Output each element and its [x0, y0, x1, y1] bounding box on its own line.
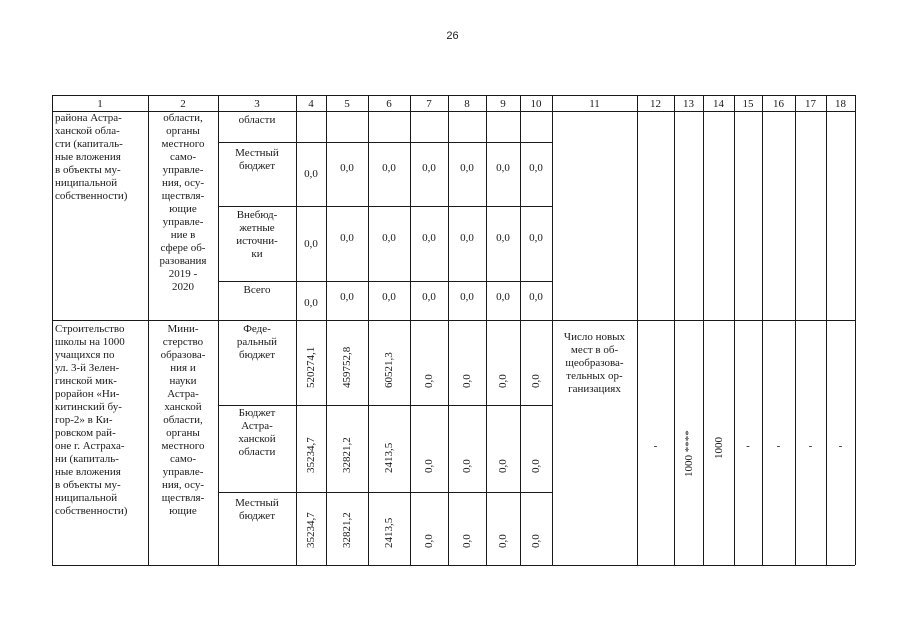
value-cell: 0,0 [382, 232, 396, 244]
value-cell: 0,0 [460, 291, 474, 303]
target-value: - [808, 440, 813, 452]
column-divider [795, 95, 796, 565]
value-cell: 0,0 [461, 459, 473, 473]
project-name: Строительство школы на 1000 учащихся по ул. 3-й Зелен- гинской мик- рорайон «Ни- китинский бу- гор-2» в Ки- ровском рай- оне г. Астраха- ни (капиталь- ные вложения в объекты му- ниципальной собственности) [55, 323, 128, 517]
funding-source-label: Местный бюджет [235, 497, 279, 522]
value-cell: 0,0 [461, 374, 473, 388]
value-cell: 60521,3 [383, 352, 395, 388]
column-number: 5 [344, 98, 350, 110]
value-cell: 2413,5 [383, 442, 395, 473]
column-number: 9 [500, 98, 506, 110]
value-cell: 0,0 [382, 291, 396, 303]
value-cell: 0,0 [304, 168, 318, 180]
column-number: 10 [530, 98, 542, 110]
value-cell: 0,0 [529, 232, 543, 244]
column-number: 12 [650, 98, 661, 110]
responsible-body: Мини- стерство образова- ния и науки Астра- ханской области, органы местного само- управле- ния, осу- ществля- ющие [160, 323, 206, 517]
value-cell: 0,0 [340, 232, 354, 244]
sub-row-divider [218, 142, 552, 143]
value-cell: 0,0 [496, 162, 510, 174]
value-cell: 520274,1 [305, 346, 317, 388]
column-number: 6 [386, 98, 392, 110]
column-number: 11 [589, 98, 600, 110]
column-number: 15 [742, 98, 754, 110]
value-cell: 35234,7 [305, 437, 317, 473]
column-number: 13 [683, 98, 694, 110]
column-divider [52, 95, 53, 565]
funding-source-label: Всего [243, 284, 271, 296]
value-cell: 0,0 [304, 238, 318, 250]
column-divider [674, 95, 675, 565]
funding-source-label: Бюджет Астра- ханской области [238, 407, 276, 458]
column-divider [762, 95, 763, 565]
funding-source-label: Внебюд- жетные источни- ки [236, 209, 278, 260]
sub-row-divider [218, 281, 552, 282]
value-cell: 0,0 [497, 374, 509, 388]
funding-source-label: Местный бюджет [235, 147, 279, 172]
page-number: 26 [446, 30, 459, 42]
column-divider [826, 95, 827, 565]
value-cell: 0,0 [422, 291, 436, 303]
target-value: - [776, 440, 781, 452]
value-cell: 0,0 [460, 162, 474, 174]
value-cell: 32821,2 [341, 512, 353, 548]
column-number: 14 [713, 98, 724, 110]
value-cell: 0,0 [530, 534, 542, 548]
target-value: 1000 **** [682, 430, 695, 477]
value-cell: 0,0 [340, 291, 354, 303]
value-cell: 0,0 [496, 232, 510, 244]
value-cell: 0,0 [496, 291, 510, 303]
value-cell: 459752,8 [341, 346, 353, 388]
sub-row-divider [218, 492, 552, 493]
table-border-bottom [52, 565, 855, 566]
sub-row-divider [218, 206, 552, 207]
column-divider [855, 95, 856, 565]
column-number: 18 [835, 98, 846, 110]
sub-row-divider [218, 405, 552, 406]
value-cell: 0,0 [423, 459, 435, 473]
column-number: 17 [805, 98, 816, 110]
value-cell: 32821,2 [341, 437, 353, 473]
column-divider [734, 95, 735, 565]
value-cell: 0,0 [382, 162, 396, 174]
value-cell: 0,0 [530, 374, 542, 388]
value-cell: 0,0 [497, 534, 509, 548]
column-number: 8 [464, 98, 470, 110]
value-cell: 2413,5 [383, 517, 395, 548]
column-number: 3 [254, 98, 260, 110]
value-cell: 0,0 [529, 162, 543, 174]
target-value: - [653, 440, 658, 452]
column-number: 16 [773, 98, 784, 110]
column-number: 7 [426, 98, 432, 110]
value-cell: 0,0 [422, 232, 436, 244]
value-cell: 0,0 [304, 297, 318, 309]
indicator-name: Число новых мест в об- щеобразова- тельных ор- ганизациях [563, 331, 626, 395]
column-number: 4 [308, 98, 314, 110]
column-divider [552, 95, 553, 565]
project-name: района Астра- ханской обла- сти (капиталь- ные вложения в объекты му- ниципальной собственности) [55, 112, 128, 202]
column-number: 1 [97, 98, 103, 110]
target-value: 1000 [712, 437, 725, 459]
column-divider [637, 95, 638, 565]
value-cell: 0,0 [529, 291, 543, 303]
value-cell: 0,0 [340, 162, 354, 174]
column-divider [296, 95, 297, 565]
value-cell: 0,0 [423, 534, 435, 548]
value-cell: 35234,7 [305, 512, 317, 548]
value-cell: 0,0 [530, 459, 542, 473]
target-value: - [746, 440, 750, 452]
value-cell: 0,0 [460, 232, 474, 244]
target-value: - [838, 440, 843, 452]
value-cell: 0,0 [461, 534, 473, 548]
column-divider [703, 95, 704, 565]
column-number: 2 [180, 98, 186, 110]
value-cell: 0,0 [497, 459, 509, 473]
funding-source-label: области [238, 114, 276, 126]
funding-source-label: Феде- ральный бюджет [236, 323, 278, 361]
value-cell: 0,0 [423, 374, 435, 388]
value-cell: 0,0 [422, 162, 436, 174]
responsible-body: области, органы местного само- управле- ния, осу- ществля- ющие управле- ние в сфере об- разования 2019 - 2020 [159, 112, 207, 293]
